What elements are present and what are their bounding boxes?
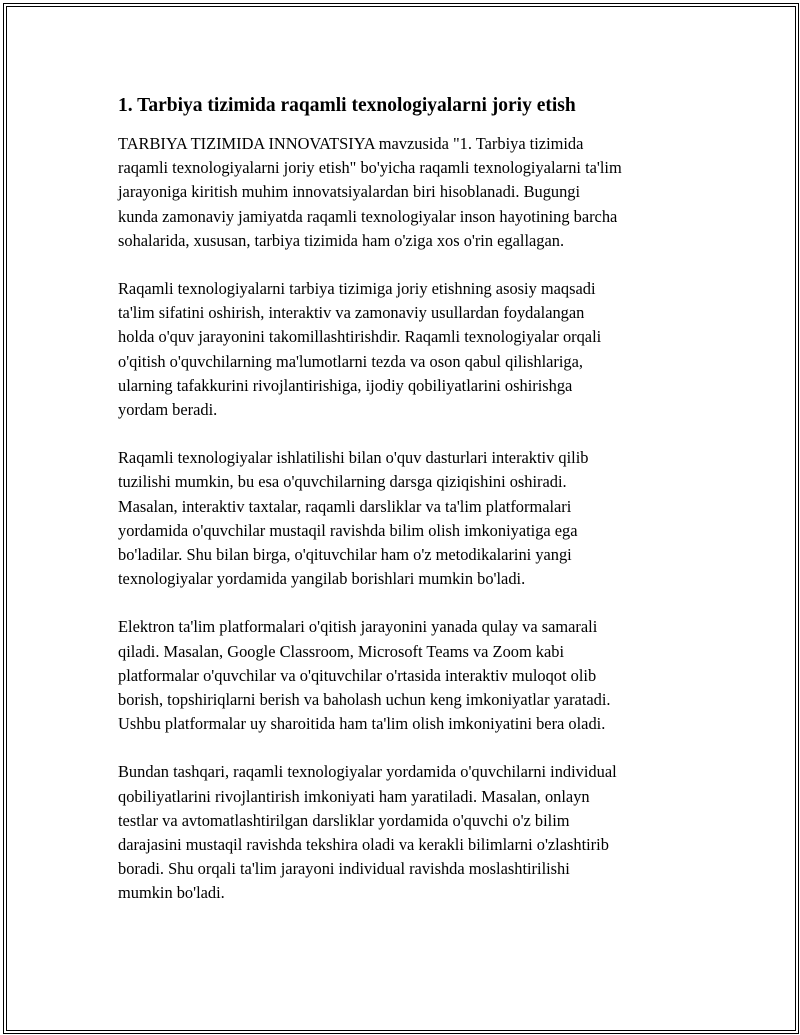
paragraph-4	[118, 615, 698, 736]
text-line: testlar va avtomatlashtirilgan darsliklar yordamida o'quvchi o'z bilim	[118, 810, 570, 830]
text-line: jarayoniga kiritish muhim innovatsiyalardan biri hisoblanadi. Bugungi	[118, 182, 581, 202]
text-line: bo'ladilar. Shu bilan birga, o'qituvchilar ham o'z metodikalarini yangi	[118, 545, 572, 565]
text-line: o'qitish o'quvchilarning ma'lumotlarni tezda va oson qabul qilishlariga,	[118, 351, 583, 371]
text-line: platformalar o'quvchilar va o'qituvchilar o'rtasida interaktiv muloqot olib	[118, 665, 597, 685]
paragraph-1	[118, 132, 698, 253]
text-line: Raqamli texnologiyalarni tarbiya tizimiga joriy etishning asosiy maqsadi	[118, 279, 596, 299]
text-line: raqamli texnologiyalarni joriy etish" bo'yicha raqamli texnologiyalarni ta'lim	[118, 158, 622, 178]
paragraph-5	[118, 760, 698, 905]
paragraph-2	[118, 277, 698, 422]
text-line: Bundan tashqari, raqamli texnologiyalar yordamida o'quvchilarni individual	[118, 762, 617, 782]
text-line: ularning tafakkurini rivojlantirishiga, ijodiy qobiliyatlarini oshirishga	[118, 375, 573, 395]
text-line: darajasini mustaqil ravishda tekshira oladi va kerakli bilimlarni o'zlashtirib	[118, 835, 609, 855]
text-line: sohalarida, xususan, tarbiya tizimida ham o'ziga xos o'rin egallagan.	[118, 230, 565, 250]
text-line: texnologiyalar yordamida yangilab borishlari mumkin bo'ladi.	[118, 569, 526, 589]
text-line: Elektron ta'lim platformalari o'qitish jarayonini yanada qulay va samarali	[118, 617, 598, 637]
text-line: mumkin bo'ladi.	[118, 883, 225, 903]
text-line: yordamida o'quvchilar mustaqil ravishda bilim olish imkoniyatiga ega	[118, 520, 578, 540]
text-line: TARBIYA TIZIMIDA INNOVATSIYA mavzusida "1. Tarbiya tizimida	[118, 134, 584, 153]
paragraph-3	[118, 446, 698, 591]
text-line: Masalan, interaktiv taxtalar, raqamli darsliklar va ta'lim platformalari	[118, 496, 572, 516]
text-line: borish, topshiriqlarni berish va baholash uchun keng imkoniyatlar yaratadi.	[118, 690, 611, 710]
text-line: Ushbu platformalar uy sharoitida ham ta'lim olish imkoniyatini bera oladi.	[118, 714, 606, 734]
text-line: tuzilishi mumkin, bu esa o'quvchilarning darsga qiziqishini oshiradi.	[118, 472, 567, 492]
text-line: holda o'quv jarayonini takomillashtirishdir. Raqamli texnologiyalar orqali	[118, 327, 602, 347]
text-line: boradi. Shu orqali ta'lim jarayoni individual ravishda moslashtirilishi	[118, 859, 570, 879]
text-line: kunda zamonaviy jamiyatda raqamli texnologiyalar inson hayotining barcha	[118, 206, 618, 226]
section-heading: 1. Tarbiya tizimida raqamli texnologiyalarni joriy etish	[118, 95, 576, 116]
text-line: yordam beradi.	[118, 400, 218, 420]
text-line: ta'lim sifatini oshirish, interaktiv va zamonaviy usullardan foydalangan	[118, 303, 585, 323]
text-line: qobiliyatlarini rivojlantirish imkoniyati ham yaratiladi. Masalan, onlayn	[118, 786, 590, 806]
document-body	[118, 92, 698, 930]
text-line: Raqamli texnologiyalar ishlatilishi bilan o'quv dasturlari interaktiv qilib	[118, 448, 589, 468]
text-line: qiladi. Masalan, Google Classroom, Microsoft Teams va Zoom kabi	[118, 641, 565, 661]
